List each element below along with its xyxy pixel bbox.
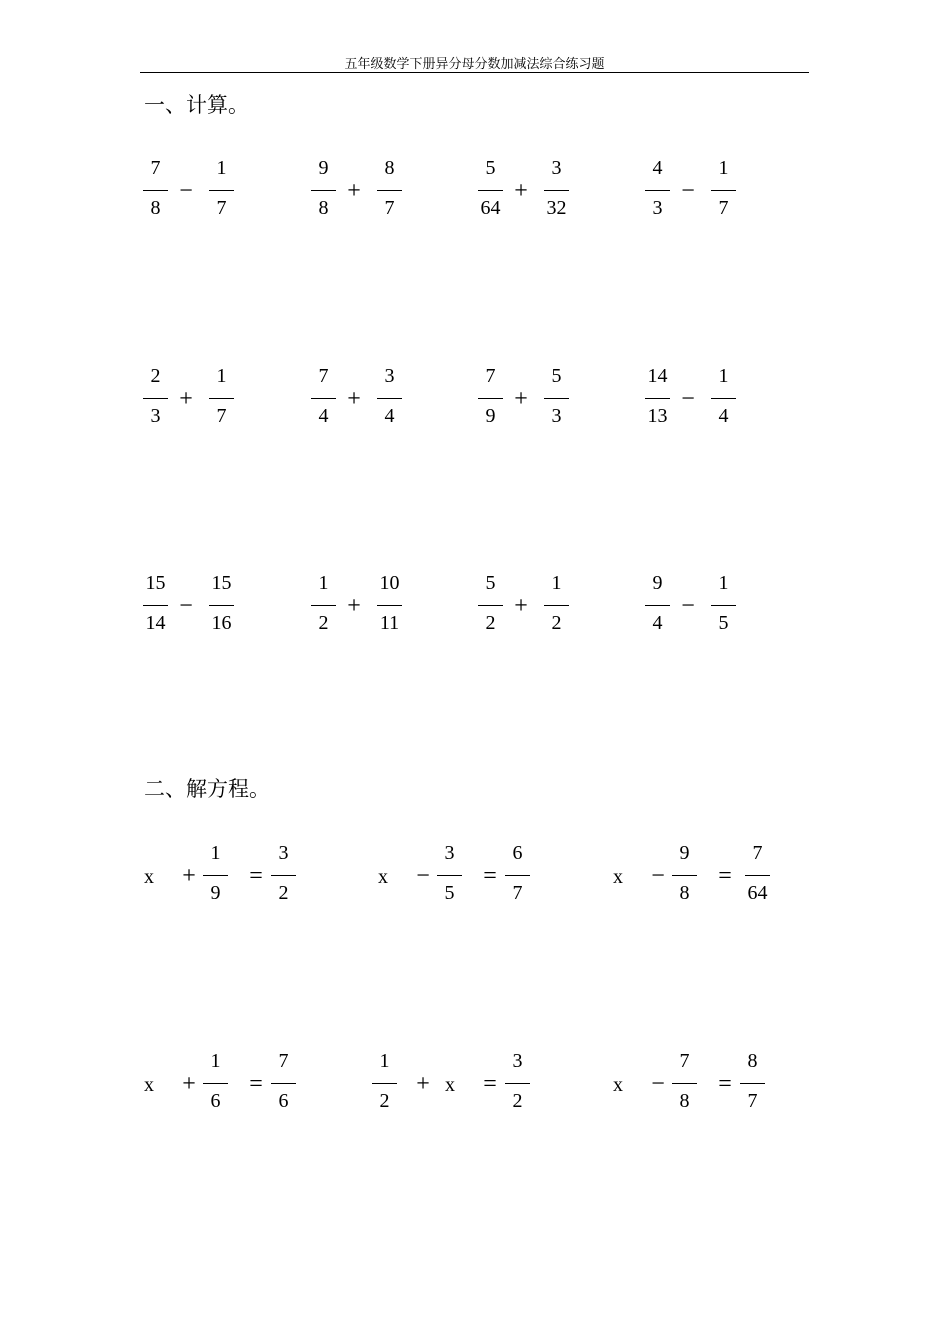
operator: +	[416, 1071, 430, 1097]
operator: +	[347, 593, 361, 619]
fraction	[478, 571, 503, 641]
numerator: 7	[318, 365, 329, 387]
denominator: 13	[647, 405, 668, 427]
numerator: 1	[318, 572, 329, 594]
fraction	[740, 1049, 765, 1119]
denominator: 4	[384, 405, 395, 427]
fraction	[209, 364, 234, 434]
fraction	[711, 571, 736, 641]
numerator: 15	[145, 572, 166, 594]
denominator: 16	[211, 612, 232, 634]
fraction	[143, 364, 168, 434]
fraction-bar	[377, 190, 402, 191]
denominator: 5	[718, 612, 729, 634]
page-header: 五年级数学下册异分母分数加减法综合练习题	[344, 56, 605, 71]
equals-sign: =	[483, 863, 497, 889]
variable-x: x	[613, 866, 623, 888]
numerator: 8	[384, 157, 395, 179]
denominator: 2	[379, 1090, 390, 1112]
denominator: 64	[480, 197, 501, 219]
fraction	[143, 156, 168, 226]
numerator: 9	[652, 572, 663, 594]
operator: +	[347, 386, 361, 412]
equals-sign: =	[718, 1071, 732, 1097]
fraction-bar	[143, 190, 168, 191]
operator: +	[514, 386, 528, 412]
fraction	[544, 364, 569, 434]
fraction	[505, 841, 530, 911]
fraction	[645, 156, 670, 226]
fraction-bar	[544, 605, 569, 606]
variable-x: x	[144, 1074, 154, 1096]
numerator: 3	[512, 1050, 523, 1072]
fraction	[311, 571, 336, 641]
fraction-bar	[544, 398, 569, 399]
denominator: 7	[216, 197, 227, 219]
fraction	[271, 841, 296, 911]
fraction-bar	[437, 875, 462, 876]
numerator: 1	[210, 842, 221, 864]
fraction-bar	[377, 398, 402, 399]
fraction-bar	[478, 190, 503, 191]
fraction-bar	[745, 875, 770, 876]
fraction	[437, 841, 462, 911]
fraction	[311, 364, 336, 434]
numerator: 1	[216, 157, 227, 179]
fraction-bar	[143, 605, 168, 606]
fraction	[505, 1049, 530, 1119]
operator: −	[681, 386, 695, 412]
denominator: 2	[551, 612, 562, 634]
numerator: 8	[747, 1050, 758, 1072]
fraction	[745, 841, 770, 911]
fraction	[271, 1049, 296, 1119]
section-2-title: 二、解方程。	[144, 777, 270, 801]
numerator: 2	[150, 365, 161, 387]
fraction	[711, 156, 736, 226]
fraction-bar	[311, 605, 336, 606]
numerator: 1	[718, 157, 729, 179]
denominator: 7	[384, 197, 395, 219]
fraction-bar	[505, 1083, 530, 1084]
fraction	[203, 1049, 228, 1119]
numerator: 5	[551, 365, 562, 387]
fraction-bar	[505, 875, 530, 876]
numerator: 7	[278, 1050, 289, 1072]
fraction-bar	[672, 1083, 697, 1084]
fraction-bar	[544, 190, 569, 191]
fraction	[203, 841, 228, 911]
variable-x: x	[144, 866, 154, 888]
fraction	[645, 364, 670, 434]
denominator: 8	[679, 882, 690, 904]
variable-x: x	[445, 1074, 455, 1096]
fraction-bar	[209, 398, 234, 399]
fraction-bar	[203, 1083, 228, 1084]
fraction	[711, 364, 736, 434]
numerator: 7	[752, 842, 763, 864]
denominator: 4	[718, 405, 729, 427]
numerator: 1	[216, 365, 227, 387]
fraction-bar	[209, 190, 234, 191]
numerator: 1	[551, 572, 562, 594]
denominator: 3	[652, 197, 663, 219]
denominator: 3	[551, 405, 562, 427]
operator: −	[179, 178, 193, 204]
fraction	[311, 156, 336, 226]
numerator: 9	[318, 157, 329, 179]
denominator: 5	[444, 882, 455, 904]
operator: +	[347, 178, 361, 204]
fraction	[544, 571, 569, 641]
fraction-bar	[478, 398, 503, 399]
fraction-bar	[209, 605, 234, 606]
denominator: 6	[210, 1090, 221, 1112]
fraction-bar	[143, 398, 168, 399]
numerator: 7	[679, 1050, 690, 1072]
denominator: 4	[318, 405, 329, 427]
fraction-bar	[711, 605, 736, 606]
operator: +	[514, 593, 528, 619]
fraction	[209, 156, 234, 226]
numerator: 15	[211, 572, 232, 594]
denominator: 7	[512, 882, 523, 904]
header-rule	[140, 72, 809, 73]
fraction	[544, 156, 569, 226]
denominator: 8	[318, 197, 329, 219]
numerator: 4	[652, 157, 663, 179]
fraction-bar	[711, 398, 736, 399]
fraction-bar	[311, 190, 336, 191]
numerator: 5	[485, 157, 496, 179]
numerator: 1	[379, 1050, 390, 1072]
operator: +	[514, 178, 528, 204]
operator: +	[179, 386, 193, 412]
fraction-bar	[645, 398, 670, 399]
equals-sign: =	[483, 1071, 497, 1097]
fraction	[377, 364, 402, 434]
fraction-bar	[377, 605, 402, 606]
fraction-bar	[203, 875, 228, 876]
denominator: 8	[679, 1090, 690, 1112]
numerator: 7	[485, 365, 496, 387]
denominator: 7	[747, 1090, 758, 1112]
denominator: 14	[145, 612, 166, 634]
fraction	[478, 364, 503, 434]
fraction-bar	[645, 190, 670, 191]
operator: +	[182, 863, 196, 889]
fraction-bar	[711, 190, 736, 191]
fraction-bar	[645, 605, 670, 606]
numerator: 3	[278, 842, 289, 864]
numerator: 9	[679, 842, 690, 864]
denominator: 2	[278, 882, 289, 904]
denominator: 4	[652, 612, 663, 634]
denominator: 7	[216, 405, 227, 427]
section-1-title: 一、计算。	[144, 93, 249, 117]
denominator: 2	[512, 1090, 523, 1112]
denominator: 11	[379, 612, 400, 634]
fraction	[209, 571, 234, 641]
denominator: 32	[546, 197, 567, 219]
operator: +	[182, 1071, 196, 1097]
variable-x: x	[613, 1074, 623, 1096]
denominator: 9	[485, 405, 496, 427]
denominator: 3	[150, 405, 161, 427]
operator: −	[651, 863, 665, 889]
operator: −	[651, 1071, 665, 1097]
numerator: 7	[150, 157, 161, 179]
denominator: 8	[150, 197, 161, 219]
equals-sign: =	[718, 863, 732, 889]
equals-sign: =	[249, 863, 263, 889]
fraction-bar	[271, 1083, 296, 1084]
numerator: 3	[444, 842, 455, 864]
operator: −	[681, 178, 695, 204]
denominator: 6	[278, 1090, 289, 1112]
numerator: 1	[718, 572, 729, 594]
numerator: 14	[647, 365, 668, 387]
variable-x: x	[378, 866, 388, 888]
numerator: 3	[384, 365, 395, 387]
fraction	[377, 156, 402, 226]
numerator: 5	[485, 572, 496, 594]
denominator: 7	[718, 197, 729, 219]
fraction	[672, 841, 697, 911]
fraction	[645, 571, 670, 641]
operator: −	[179, 593, 193, 619]
denominator: 2	[485, 612, 496, 634]
fraction	[478, 156, 503, 226]
fraction	[377, 571, 402, 641]
fraction-bar	[672, 875, 697, 876]
numerator: 1	[210, 1050, 221, 1072]
fraction-bar	[372, 1083, 397, 1084]
numerator: 1	[718, 365, 729, 387]
fraction	[143, 571, 168, 641]
numerator: 3	[551, 157, 562, 179]
equals-sign: =	[249, 1071, 263, 1097]
numerator: 6	[512, 842, 523, 864]
denominator: 64	[747, 882, 768, 904]
fraction	[672, 1049, 697, 1119]
fraction-bar	[311, 398, 336, 399]
operator: −	[681, 593, 695, 619]
operator: −	[416, 863, 430, 889]
fraction-bar	[740, 1083, 765, 1084]
denominator: 2	[318, 612, 329, 634]
fraction-bar	[271, 875, 296, 876]
fraction-bar	[478, 605, 503, 606]
fraction	[372, 1049, 397, 1119]
denominator: 9	[210, 882, 221, 904]
numerator: 10	[379, 572, 400, 594]
